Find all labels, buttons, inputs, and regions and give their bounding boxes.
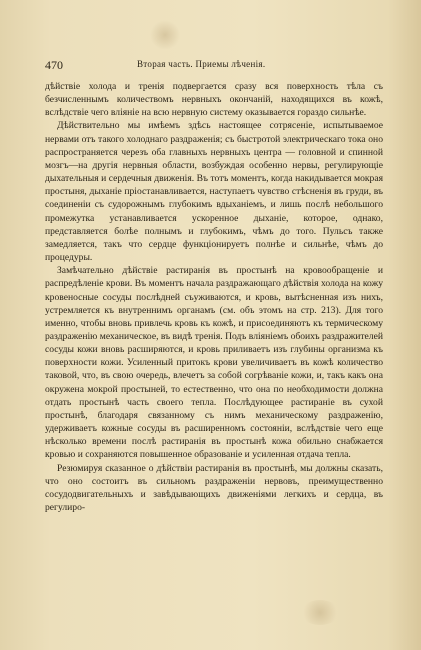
running-head: Вторая часть. Приемы лѣченія.: [137, 59, 266, 69]
paragraph: Резюмируя сказанное о дѣйствіи растиранія въ простынѣ, мы должны сказать, что оно состоитъ въ сильномъ раздраженіи нервовъ, преимущественно сосудодвигательныхъ и завѣдывающихъ движеніями легкихъ и сердца, въ регулиро-: [45, 462, 383, 513]
paragraph: дѣйствіе холода и тренія подвергается сразу вся поверхность тѣла съ безчисленнымъ количествомъ нервныхъ окончаній, находящихся въ кожѣ, вслѣдствіе чего вліяніе на всю нервную систему оказывается гораздо сильнѣе.: [45, 81, 383, 119]
paper-stain: [150, 20, 180, 50]
body-text: [45, 80, 383, 514]
page-number: 470: [45, 58, 63, 72]
paragraph: Дѣйствительно мы имѣемъ здѣсь настоящее сотрясеніе, испытываемое нервами отъ такого холоднаго раздраженія; съ быстротой электрическаго тока оно распространяется черезъ оба главныхъ нервныхъ центра — головной и спинной мозгъ—на другія нервныя области, возбуждая особенно нервы, регулирующіе дыхательныя и сердечныя движенія. Въ тотъ моментъ, когда накидывается мокрая простыня, дыханіе пріостанавливается, наступаетъ чувство стѣсненія въ груди, въ соединеніи съ судорожнымъ глубокимъ вдыханіемъ, и лишь послѣ небольшого промежутка устанавливается ускоренное дыханіе, которое, однако, представляется болѣе полнымъ и глубокимъ, чѣмъ до того. Пульсъ также замедляется, такъ что сердце функціонируетъ полнѣе и сильнѣе, чѣмъ до процедуры.: [45, 120, 383, 264]
paper-stain: [300, 600, 340, 625]
paragraph: Замѣчательно дѣйствіе растиранія въ простынѣ на кровообращеніе и распредѣленіе крови. Въ моментъ начала раздражающаго дѣйствія холода на кожу кровеносные сосуды послѣдней съуживаются, и кровь, вытѣсненная изъ нихъ, устремляется къ внутреннимъ органамъ (см. объ этомъ на стр. 213). Для того именно, чтобы вновь привлечь кровь къ кожѣ, и присоединяютъ къ термическому раздраженію механическое, въ видѣ тренія. Подъ вліяніемъ обоихъ раздражителей сосуды кожи вновь расширяются, и кровь приливаетъ изъ глубины организма къ поверхности кожи. Усиленный притокъ крови увеличиваетъ въ кожѣ количество таковой, что, въ свою очередь, влечетъ за собой согрѣваніе кожи, и, такъ какъ она окружена мокрой простыней, то естественно, что она по необходимости должна отдать простынѣ часть своего тепла. Послѣдующее растираніе въ сухой простынѣ, благодаря связанному съ нимъ механическому раздраженію, удерживаетъ кожные сосуды въ расширенномъ состояніи, вслѣдствіе чего еще нѣсколько времени послѣ растиранія въ простынѣ кожа обильно снабжается кровью и сохраняются повышенное образованіе и усиленная отдача тепла.: [45, 265, 383, 461]
page-header: [45, 58, 385, 74]
